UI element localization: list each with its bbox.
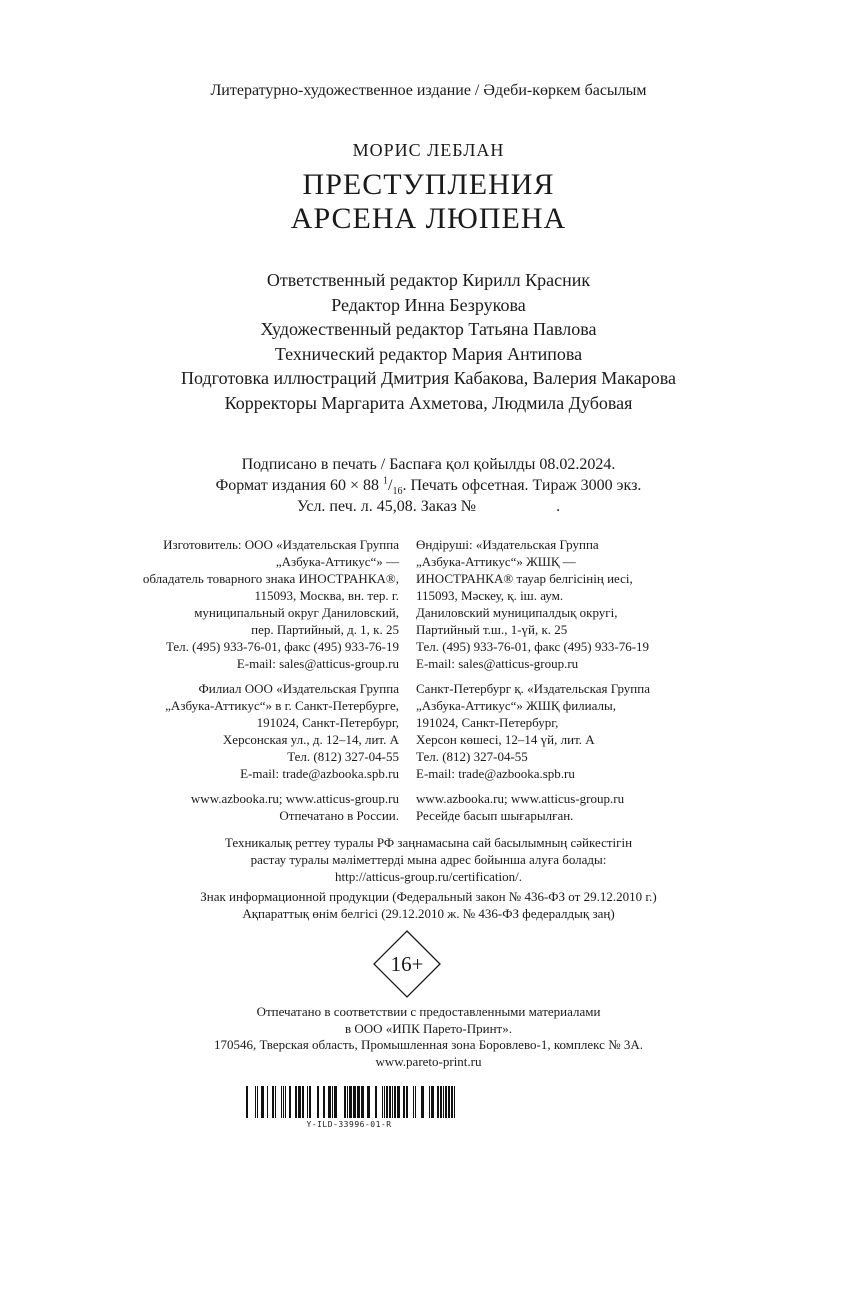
barcode-bar: [307, 1086, 308, 1118]
barcode-bar: [361, 1086, 364, 1118]
info-line: Изготовитель: ООО «Издательская Группа: [163, 537, 399, 552]
info-line: 115093, Москва, вн. тер. г.: [254, 588, 399, 603]
info-line: 191024, Санкт-Петербург,: [416, 715, 559, 730]
barcode-bar: [421, 1086, 424, 1118]
info-line: Партийный т.ш., 1-үй, к. 25: [416, 622, 568, 637]
barcode-bar: [429, 1086, 430, 1118]
info-line: „Азбука-Аттикус“» ЖШҚ филиалы,: [416, 698, 616, 713]
info-line: ИНОСТРАНКА® тауар белгісінің иесі,: [416, 571, 633, 586]
manufacturer-block-ru: [69, 536, 399, 672]
info-line: www.azbooka.ru; www.atticus-group.ru: [416, 791, 625, 806]
info-sign-note: [0, 888, 857, 922]
barcode-bar: [246, 1086, 248, 1118]
credit-line: Художественный редактор Татьяна Павлова: [260, 319, 597, 339]
barcode-bar: [392, 1086, 393, 1118]
info-sign-line: Знак информационной продукции (Федеральный закон № 436-ФЗ от 29.12.2010 г.): [200, 889, 657, 904]
info-line: Херсонская ул., д. 12–14, лит. А: [222, 732, 399, 747]
credit-line: Ответственный редактор Кирилл Красник: [266, 270, 591, 290]
info-line: Херсон көшесі, 12–14 үй, лит. А: [416, 732, 595, 747]
barcode-bar: [397, 1086, 400, 1118]
title-line-1: ПРЕСТУПЛЕНИЯ: [302, 168, 555, 201]
title-line-2: АРСЕНА ЛЮПЕНА: [290, 202, 567, 235]
barcode-bar: [344, 1086, 346, 1118]
barcode-bar: [257, 1086, 258, 1118]
barcode-bar: [285, 1086, 286, 1118]
barcode-bar: [334, 1086, 337, 1118]
info-line: муниципальный округ Даниловский,: [194, 605, 399, 620]
barcode-bar: [261, 1086, 264, 1118]
barcode-bar: [367, 1086, 370, 1118]
printer-line: Отпечатано в соответствии с предоставленными материалами: [256, 1004, 601, 1019]
barcode-bar: [349, 1086, 352, 1118]
cert-line: Техникалық реттеу туралы РФ заңнамасына сай басылымның сәйкестігін: [224, 835, 633, 850]
footer-block-kz: [416, 790, 746, 824]
signed-date: Подписано в печать / Баспаға қол қойылды 08.02.2024.: [241, 456, 616, 473]
format-prefix: Формат издания 60 × 88: [215, 477, 384, 494]
certification-note: [0, 834, 857, 885]
barcode-bar: [298, 1086, 301, 1118]
barcode-bar: [413, 1086, 414, 1118]
barcode-bar: [323, 1086, 325, 1118]
barcode-bar: [317, 1086, 319, 1118]
printer-line: www.pareto-print.ru: [375, 1053, 482, 1069]
info-line: 115093, Мәскеу, қ. іш. аум.: [416, 588, 564, 603]
info-line: пер. Партийный, д. 1, к. 25: [251, 622, 399, 637]
barcode-bar: [357, 1086, 360, 1118]
barcode-bar: [403, 1086, 405, 1118]
info-line: „Азбука-Аттикус“» —: [275, 554, 399, 569]
credit-line: Технический редактор Мария Антипова: [274, 343, 583, 364]
barcode-bar: [443, 1086, 444, 1118]
barcode-bar: [431, 1086, 434, 1118]
book-title: [0, 168, 857, 236]
info-line: E-mail: sales@atticus-group.ru: [416, 656, 579, 671]
author-name: МОРИС ЛЕБЛАН: [352, 140, 505, 160]
barcode-bar: [406, 1086, 408, 1118]
barcode-bar: [283, 1086, 284, 1118]
info-line: „Азбука-Аттикус“» в г. Санкт-Петербурге,: [165, 698, 399, 713]
barcode-bar: [302, 1086, 304, 1118]
info-line: E-mail: trade@azbooka.spb.ru: [240, 766, 399, 781]
barcode-label: Y-ILD-33996-01-R: [306, 1120, 392, 1129]
branch-block-kz: [416, 680, 746, 782]
branch-block-ru: [69, 680, 399, 782]
info-line: Филиал ООО «Издательская Группа: [198, 681, 399, 696]
barcode-bar: [437, 1086, 439, 1118]
manufacturer-info-ru: [69, 536, 399, 824]
info-line: „Азбука-Аттикус“» ЖШҚ —: [416, 554, 576, 569]
info-line: Ресейде басып шығарылған.: [416, 808, 574, 823]
barcode-bar: [440, 1086, 442, 1118]
cert-line: растау туралы мәліметтерді мына адрес бойынша алуға болады:: [250, 852, 607, 867]
barcode-bar: [445, 1086, 447, 1118]
info-line: Тел. (495) 933-76-01, факс (495) 933-76-19: [165, 639, 399, 654]
format-line: [0, 475, 857, 496]
manufacturer-block-kz: [416, 536, 746, 672]
barcode-bar: [386, 1086, 388, 1118]
format-denominator: 16: [392, 486, 403, 498]
edition-type: Литературно-художественное издание / Әдеби-көркем басылым: [210, 82, 647, 99]
barcode-bar: [309, 1086, 311, 1118]
age-rating-text: 16+: [390, 952, 424, 976]
credit-line: Редактор Инна Безрукова: [331, 294, 526, 315]
manufacturer-info-kz: [416, 536, 746, 824]
barcode-bar: [384, 1086, 385, 1118]
info-line: Отпечатано в России.: [279, 808, 399, 823]
age-rating-badge: [373, 930, 441, 998]
barcode-bar: [451, 1086, 453, 1118]
barcode-bar: [272, 1086, 274, 1118]
info-sign-line: Ақпараттық өнім белгісі (29.12.2010 ж. № 436-ФЗ федералдық заң): [242, 906, 615, 921]
print-info: [0, 454, 857, 517]
barcode-bar: [448, 1086, 450, 1118]
barcode-bar: [454, 1086, 455, 1118]
info-line: Санкт-Петербург қ. «Издательская Группа: [416, 681, 650, 696]
barcode-bar: [267, 1086, 268, 1118]
barcode-bar: [415, 1086, 416, 1118]
credits-block: [0, 268, 857, 415]
printer-line: 170546, Тверская область, Промышленная зона Боровлево-1, комплекс № 3А.: [214, 1037, 643, 1052]
barcode-bar: [389, 1086, 391, 1118]
barcode-bar: [281, 1086, 282, 1118]
footer-block-ru: [69, 790, 399, 824]
printer-info: [0, 1004, 857, 1070]
info-line: Тел. (495) 933-76-01, факс (495) 933-76-19: [416, 639, 650, 654]
credit-line: Подготовка иллюстраций Дмитрия Кабакова, Валерия Макарова: [181, 368, 676, 388]
format-suffix: . Печать офсетная. Тираж 3000 экз.: [402, 477, 642, 494]
format-slash: /: [388, 477, 393, 494]
info-line: Даниловский муниципалдық округі,: [416, 605, 618, 620]
volume-line: Усл. печ. л. 45,08. Заказ № .: [296, 498, 561, 515]
cert-line: http://atticus-group.ru/certification/.: [334, 869, 522, 884]
printer-line: в ООО «ИПК Парето-Принт».: [344, 1020, 512, 1036]
barcode-bar: [289, 1086, 291, 1118]
info-line: Тел. (812) 327-04-55: [287, 749, 399, 764]
barcode-bar: [328, 1086, 331, 1118]
info-line: Тел. (812) 327-04-55: [416, 749, 528, 764]
info-line: Өндіруші: «Издательская Группа: [416, 537, 599, 552]
barcode-bar: [375, 1086, 377, 1118]
format-numerator: 1: [383, 475, 389, 487]
barcode-bar: [295, 1086, 297, 1118]
info-line: www.azbooka.ru; www.atticus-group.ru: [190, 791, 399, 806]
info-line: E-mail: sales@atticus-group.ru: [236, 656, 399, 671]
info-line: E-mail: trade@azbooka.spb.ru: [416, 766, 575, 781]
barcode-bar: [255, 1086, 256, 1118]
barcode-bar: [394, 1086, 396, 1118]
credit-line: Корректоры Маргарита Ахметова, Людмила Дубовая: [224, 392, 633, 413]
info-line: обладатель товарного знака ИНОСТРАНКА®,: [142, 571, 399, 586]
barcode-icon: [243, 1086, 455, 1118]
barcode-bar: [382, 1086, 383, 1118]
info-line: 191024, Санкт-Петербург,: [256, 715, 399, 730]
barcode-bar: [332, 1086, 333, 1118]
barcode-bar: [353, 1086, 356, 1118]
barcode-bar: [347, 1086, 348, 1118]
barcode-bar: [275, 1086, 276, 1118]
